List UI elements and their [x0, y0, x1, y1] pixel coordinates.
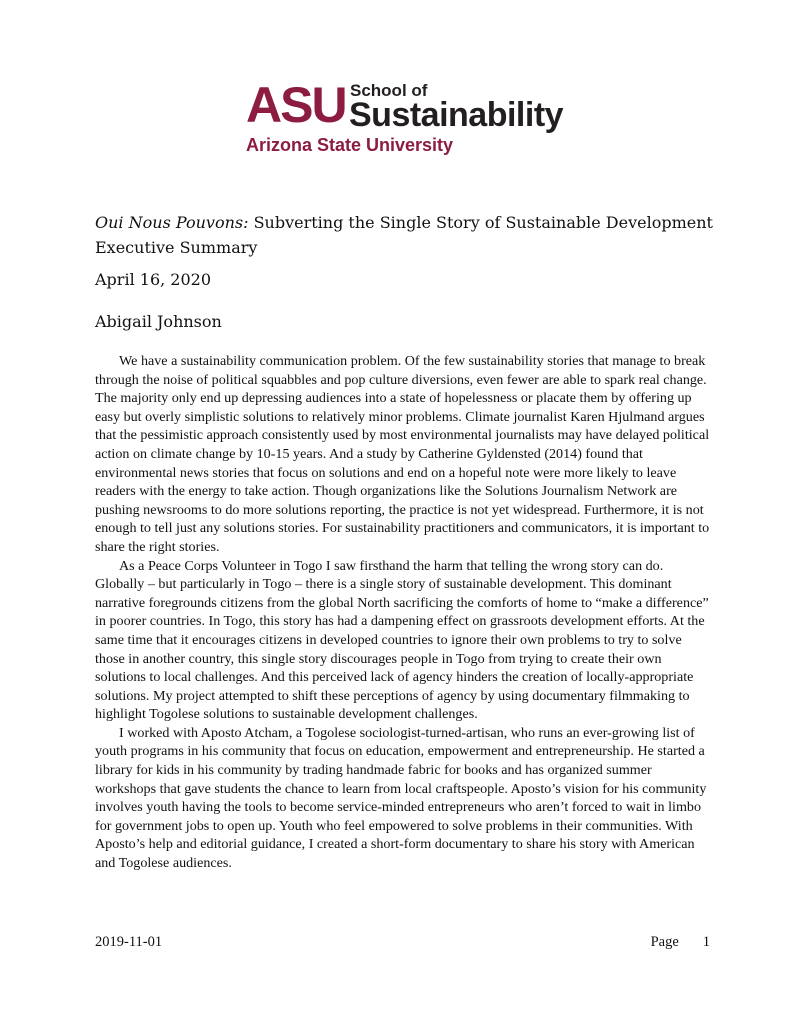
footer-page-indicator [651, 934, 710, 951]
logo-university-name: Arizona State University [246, 135, 454, 155]
document-title [95, 210, 735, 260]
asu-logo-mark: ASU [246, 77, 346, 133]
title-main-part: Subverting the Single Story of Sustainable Development [248, 213, 713, 232]
document-subtitle: Executive Summary [95, 238, 258, 257]
title-italic-part: Oui Nous Pouvons: [95, 213, 249, 232]
logo-school-prefix: School of [350, 81, 428, 100]
page-number: 1 [702, 934, 710, 950]
document-date: April 16, 2020 [95, 270, 212, 289]
logo-school-name: Sustainability [349, 96, 564, 134]
asu-sustainability-logo [246, 77, 566, 160]
title-line [95, 210, 735, 235]
document-author: Abigail Johnson [95, 312, 222, 331]
body-paragraph: I worked with Aposto Atcham, a Togolese sociologist-turned-artisan, who runs an ever-growing list of youth programs in his community that focus on education, empowerment and entrepreneurship. He started a library for kids in his community by trading handmade fabric for books and has organized summer workshops that gave students the chance to learn from local craftspeople. Aposto’s vision for his community involves youth having the tools to become service-minded entrepreneurs who aren’t forced to wait in limbo for government jobs to open up. Youth who feel empowered to solve problems in their communities. With Aposto’s help and editorial guidance, I created a short-form documentary to share his story with American and Togolese audiences. [95, 724, 707, 872]
summary-body [95, 352, 710, 873]
body-paragraph: We have a sustainability communication problem. Of the few sustainability stories that manage to break through the noise of political squabbles and pop culture diversions, even fewer are able to spark real change. The majority only end up depressing audiences into a state of hopelessness or placate them by offering up easy but overly simplistic solutions to relatively minor problems. Climate journalist Karen Hjulmand argues that the pessimistic approach consistently used by most environmental journalists may have delayed political action on climate change by 10-15 years. And a study by Catherine Gyldensted (2014) found that environmental news stories that focus on solutions and end on a hopeful note were more likely to leave readers with the energy to take action. Though organizations like the Solutions Journalism Network are pushing newsrooms to do more solutions reporting, the practice is not yet widespread. Furthermore, it is not enough to tell just any solutions stories. For sustainability practitioners and communicators, it is important to share the right stories. [95, 353, 710, 555]
body-paragraph: As a Peace Corps Volunteer in Togo I saw firsthand the harm that telling the wrong story can do. Globally – but particularly in Togo – there is a single story of sustainable development. This dominant narrative foregrounds citizens from the global North sacrificing the comforts of home to “make a difference” in poorer countries. In Togo, this story has had a dampening effect on grassroots development efforts. At the same time that it encourages citizens in developed countries to ignore their own problems to try to solve those in another country, this single story discourages people in Togo from trying to create their own solutions to local challenges. And this perceived lack of agency hinders the creation of locally-appropriate solutions. My project attempted to shift these perceptions of agency by using documentary filmmaking to highlight Togolese solutions to sustainable development challenges. [95, 557, 709, 723]
page-label: Page [650, 934, 679, 950]
footer-date: 2019-11-01 [95, 934, 163, 950]
